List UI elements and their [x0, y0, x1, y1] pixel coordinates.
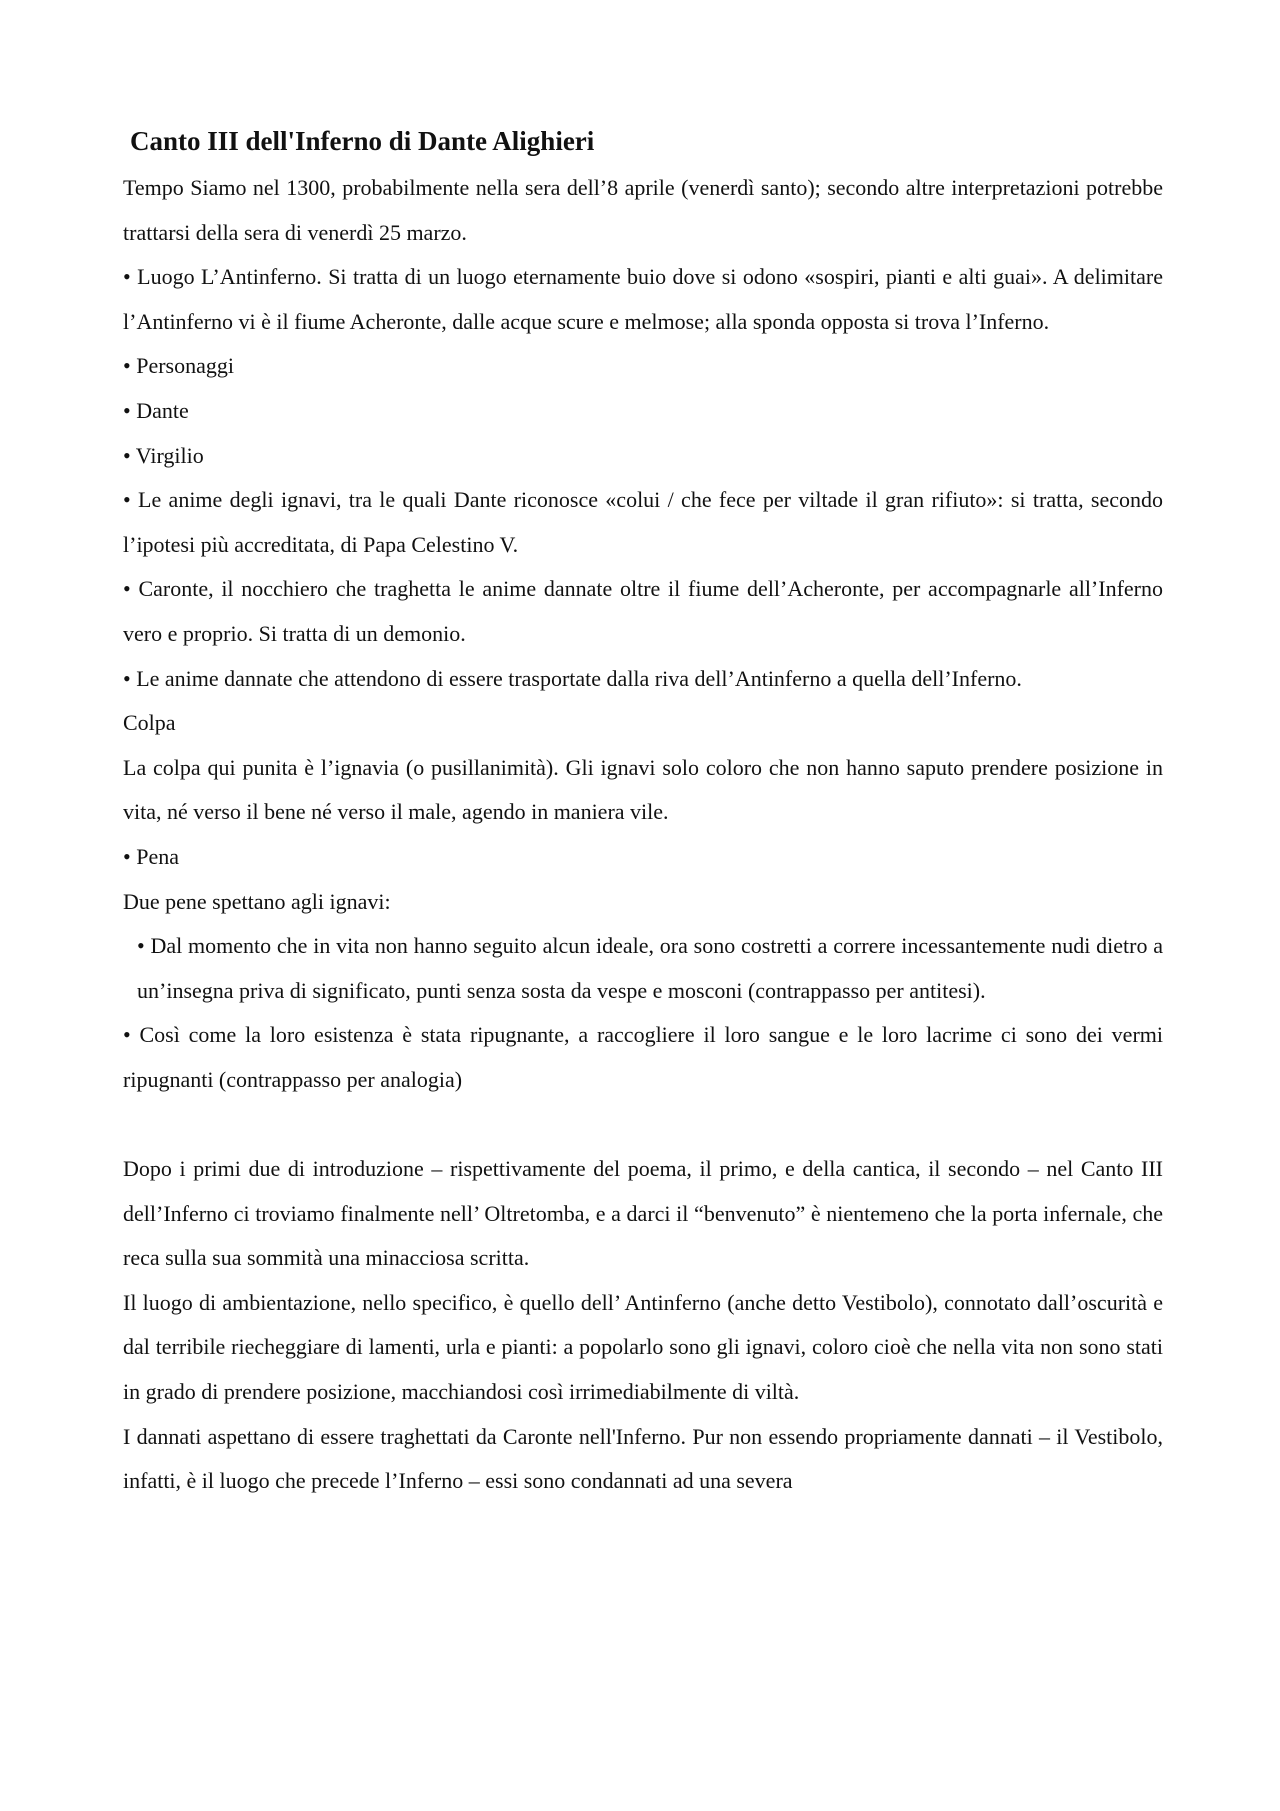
paragraph-dannati: I dannati aspettano di essere traghettati da Caronte nell'Inferno. Pur non essendo propriamente dannati – il Vestibolo, infatti, è il luogo che precede l’Inferno – essi sono condannati ad una severa — [123, 1423, 1163, 1494]
document-title: Canto III dell'Inferno di Dante Alighieri — [130, 126, 595, 156]
list-item-pena-antitesi: • Dal momento che in vita non hanno seguito alcun ideale, ora sono costretti a correre incessantemente nudi dietro a un’insegna priva di significato, punti senza sosta da vespe e mosconi (contrappasso per antitesi). — [137, 933, 1163, 1003]
list-item-anime-dannate: • Le anime dannate che attendono di essere trasportate dalla riva dell’Antinferno a quella dell’Inferno. — [123, 665, 1022, 691]
list-item-caronte: • Caronte, il nocchiero che traghetta le anime dannate oltre il fiume dell’Acheronte, per accompagnarle all’Inferno vero e proprio. Si tratta di un demonio. — [123, 576, 1163, 646]
list-item-pena: • Pena — [123, 843, 179, 869]
paragraph-luogo: • Luogo L’Antinferno. Si tratta di un luogo eternamente buio dove si odono «sospiri, pianti e alti guai». A delimitare l’Antinferno vi è il fiume Acheronte, dalle acque scure e melmose; alla sponda opposta si trova l’Inferno. — [123, 264, 1163, 334]
paragraph-introduzione: Dopo i primi due di introduzione – rispettivamente del poema, il primo, e della cantica, il secondo – nel Canto III dell’Inferno ci troviamo finalmente nell’ Oltretomba, e a darci il “benvenuto” è nientemeno che la porta infernale, che reca sulla sua sommità una minacciosa scritta. — [123, 1156, 1163, 1271]
paragraph-pene-intro: Due pene spettano agli ignavi: — [123, 888, 391, 914]
list-item-personaggi: • Personaggi — [123, 353, 234, 379]
list-item-dante: • Dante — [123, 397, 189, 423]
paragraph-colpa: La colpa qui punita è l’ignavia (o pusillanimità). Gli ignavi solo coloro che non hanno saputo prendere posizione in vita, né verso il bene né verso il male, agendo in maniera vile. — [123, 754, 1163, 825]
list-item-pena-analogia: • Così come la loro esistenza è stata ripugnante, a raccogliere il loro sangue e le loro lacrime ci sono dei vermi ripugnanti (contrappasso per analogia) — [123, 1022, 1163, 1092]
list-item-ignavi: • Le anime degli ignavi, tra le quali Dante riconosce «colui / che fece per viltade il gran rifiuto»: si tratta, secondo l’ipotesi più accreditata, di Papa Celestino V. — [123, 487, 1163, 557]
list-item-virgilio: • Virgilio — [123, 442, 204, 468]
paragraph-spacer — [123, 1102, 1163, 1147]
section-heading-colpa: Colpa — [123, 710, 176, 736]
paragraph-tempo: Tempo Siamo nel 1300, probabilmente nella sera dell’8 aprile (venerdì santo); secondo altre interpretazioni potrebbe trattarsi della sera di venerdì 25 marzo. — [123, 175, 1163, 245]
paragraph-ambientazione: Il luogo di ambientazione, nello specifico, è quello dell’ Antinferno (anche detto Vestibolo), connotato dall’oscurità e dal terribile riecheggiare di lamenti, urla e pianti: a popolarlo sono gli ignavi, coloro cioè che nella vita non sono stati in grado di prendere posizione, macchiandosi così irrimediabilmente di viltà. — [123, 1289, 1163, 1405]
document-page — [123, 120, 1163, 1504]
